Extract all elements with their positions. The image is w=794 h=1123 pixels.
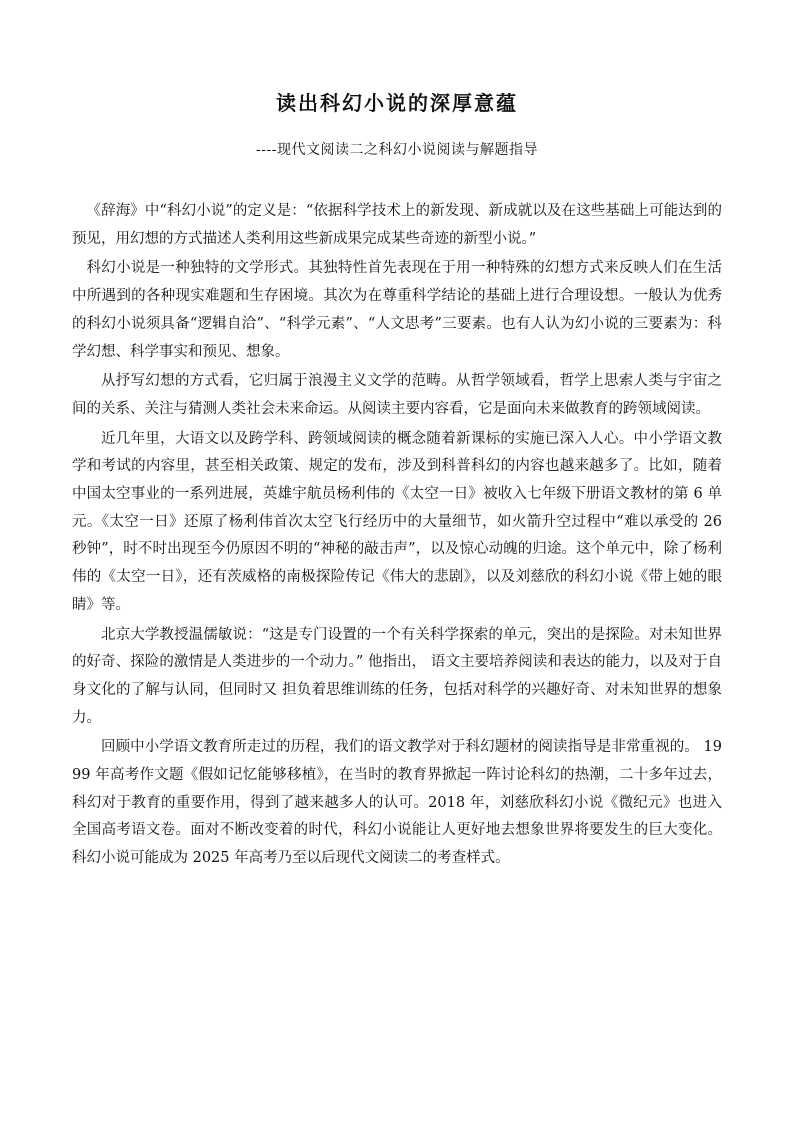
- page-subtitle: ----现代文阅读二之科幻小说阅读与解题指导: [256, 142, 538, 158]
- paragraph-genre: 从抒写幻想的方式看，它归属于浪漫主义文学的范畴。从哲学领域看，哲学上思索人类与宇宙之间的关系、关注与猜测人类社会未来命运。从阅读主要内容看，它是面向未来做教育的跨领域阅读。: [72, 373, 722, 417]
- paragraph-characteristics: 科幻小说是一种独特的文学形式。其独特性首先表现在于用一种特殊的幻想方式来反映人们在生活中所遇到的各种现实难题和生存困境。其次为在尊重科学结论的基础上进行合理设想。一般认为优秀的科幻小说须具备“逻辑自洽”、“科学元素”、“人文思考”三要素。也有人认为幻小说的三要素为：科学幻想、科学事实和预见、想象。: [72, 260, 722, 360]
- page-title: 读出科幻小说的深厚意蕴: [276, 91, 518, 115]
- paragraph-definition: 《辞海》中“科幻小说”的定义是：“依据科学技术上的新发现、新成就以及在这些基础上可能达到的预见，用幻想的方式描述人类利用这些新成果完成某些奇迹的新型小说。”: [72, 203, 722, 247]
- paragraph-history: 回顾中小学语文教育所走过的历程，我们的语文教学对于科幻题材的阅读指导是非常重视的。 1999 年高考作文题《假如记忆能够移植》，在当时的教育界掀起一阵讨论科幻的热潮，二十多年过去，科幻对于教育的重要作用，得到了越来越多人的认可。2018 年，刘慈欣科幻小说《微纪元》也进入全国高考语文卷。面对不断改变着的时代，科幻小说能让人更好地去想象世界将要发生的巨大变化。科幻小说可能成为 2025 年高考乃至以后现代文阅读二的考查样式。: [72, 739, 722, 867]
- paragraph-curriculum: 近几年里，大语文以及跨学科、跨领域阅读的概念随着新课标的实施已深入人心。中小学语文教学和考试的内容里，甚至相关政策、规定的发布，涉及到科普科幻的内容也越来越多了。比如，随着中国太空事业的一系列进展，英雄宇航员杨利伟的《太空一日》被收入七年级下册语文教材的第 6 单元。《太空一日》还原了杨利伟首次太空飞行经历中的大量细节，如火箭升空过程中“难以承受的 26 秒钟”，时不时出现至今仍原因不明的“神秘的敲击声”，以及惊心动魄的归途。这个单元中，除了杨利伟的《太空一日》，还有茨威格的南极探险传记《伟大的悲剧》，以及刘慈欣的科幻小说《带上她的眼睛》等。: [72, 430, 723, 613]
- paragraph-professor-quote: 北京大学教授温儒敏说：“这是专门设置的一个有关科学探索的单元，突出的是探险。对未知世界的好奇、探险的激情是人类进步的一个动力。” 他指出， 语文主要培养阅读和表达的能力，以及对于自身文化的了解与认同，但同时又 担负着思维训练的任务，包括对科学的兴趣好奇、对未知世界的想象力。: [72, 626, 722, 726]
